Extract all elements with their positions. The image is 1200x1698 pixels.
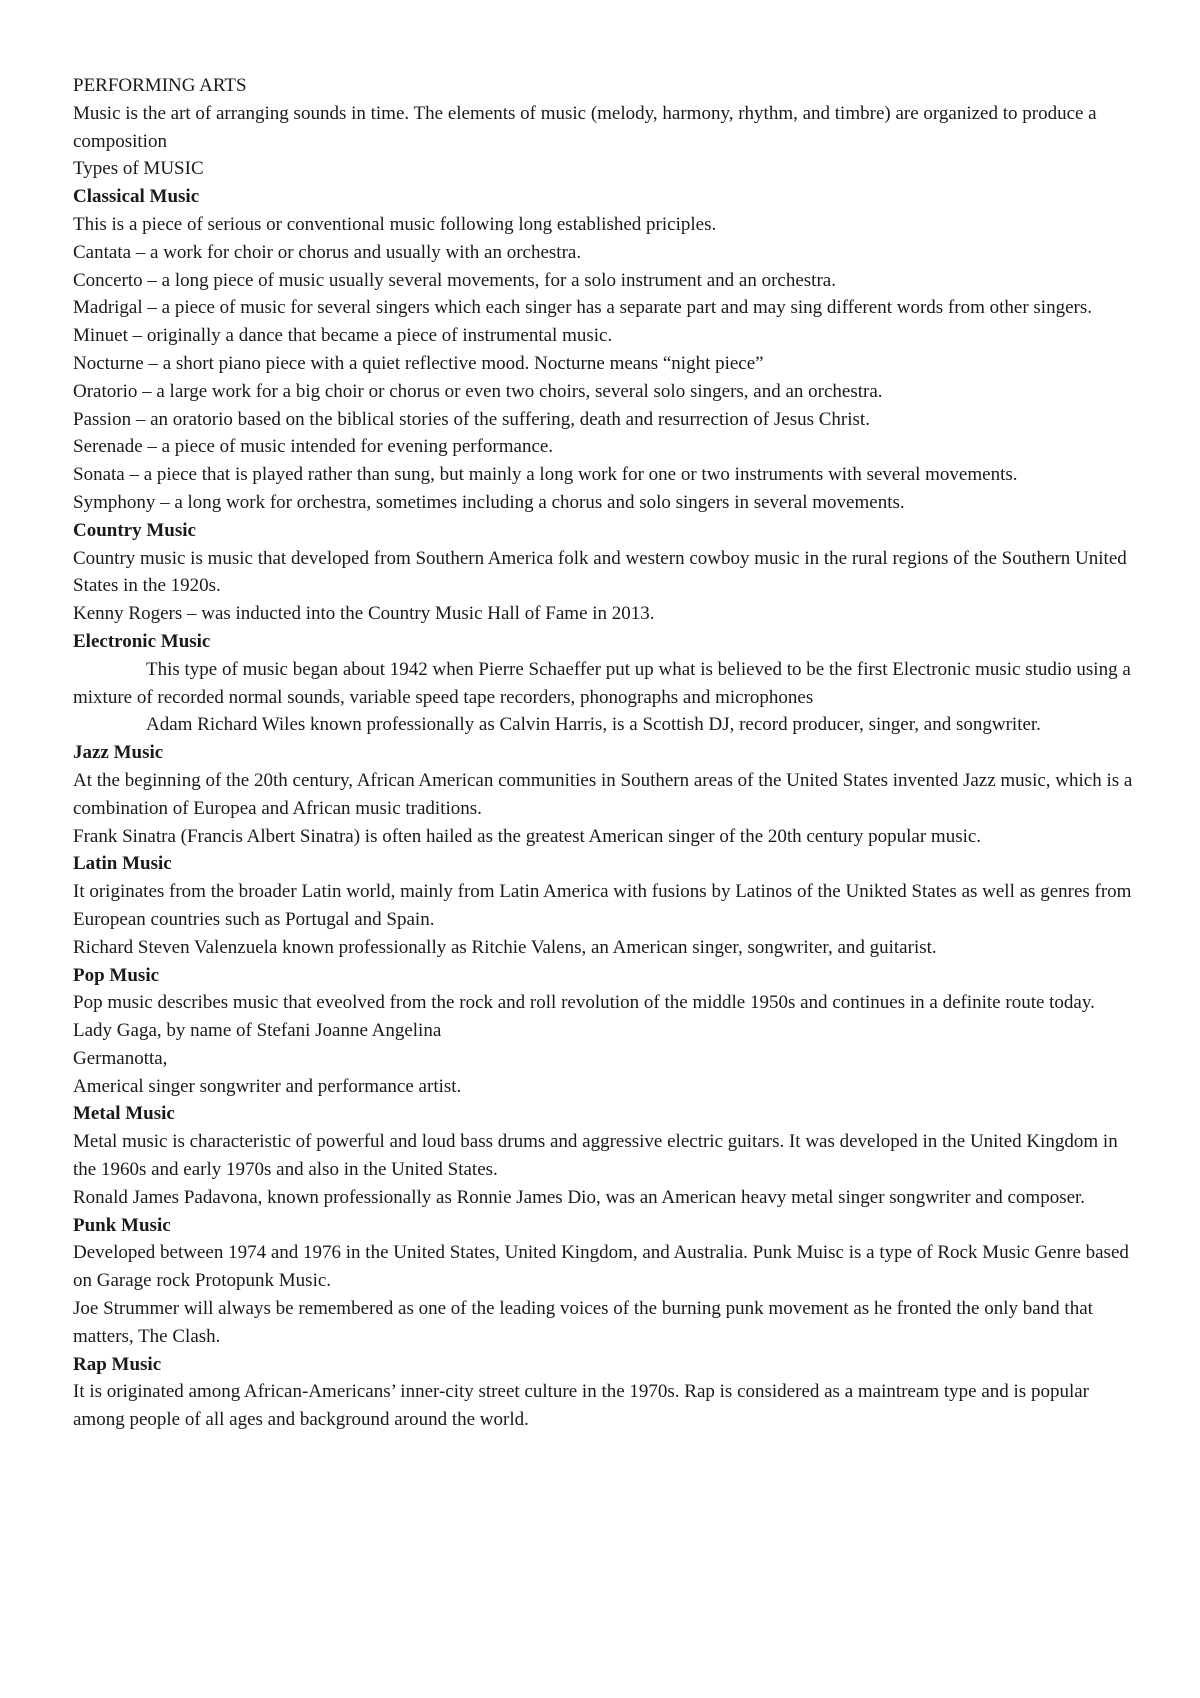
paragraph: Oratorio – a large work for a big choir or chorus or even two choirs, several solo singers, and an orchestra. [73,380,883,402]
paragraph: Developed between 1974 and 1976 in the United States, United Kingdom, and Australia. Punk Muisc is a type of Rock Music Genre based on Garage rock Protopunk Music. [73,1242,1129,1292]
paragraph: Frank Sinatra (Francis Albert Sinatra) is often hailed as the greatest American singer of the 20th century popular music. [73,825,982,847]
paragraph: Sonata – a piece that is played rather than sung, but mainly a long work for one or two instruments with several movements. [73,464,1018,486]
paragraph: Serenade – a piece of music intended for evening performance. [73,436,554,458]
document-title: PERFORMING ARTS [73,75,247,96]
paragraph: Cantata – a work for choir or chorus and usually with an orchestra. [73,241,582,263]
document-page [73,72,1143,1434]
paragraph: Pop music describes music that eveolved from the rock and roll revolution of the middle 1950s and continues in a definite route today. [73,992,1095,1014]
paragraph: At the beginning of the 20th century, African American communities in Southern areas of the United States invented Jazz music, which is a combination of Europea and African music traditions. [73,769,1133,819]
section-heading-punk: Punk Music [73,1214,171,1236]
paragraph: Madrigal – a piece of music for several singers which each singer has a separate part and may sing different words from other singers. [73,297,1092,319]
paragraph: Americal singer songwriter and performance artist. [73,1075,462,1097]
paragraph: Ronald James Padavona, known professionally as Ronnie James Dio, was an American heavy metal singer songwriter and composer. [73,1186,1086,1208]
paragraph: Germanotta, [73,1047,168,1069]
paragraph: Nocturne – a short piano piece with a quiet reflective mood. Nocturne means “night piece” [73,352,764,374]
section-heading-pop: Pop Music [73,964,160,986]
intro-paragraph: Music is the art of arranging sounds in time. The elements of music (melody, harmony, rhythm, and timbre) are organized to produce a composition [73,102,1097,152]
paragraph: Kenny Rogers – was inducted into the Country Music Hall of Fame in 2013. [73,603,655,625]
paragraph: This is a piece of serious or conventional music following long established priciples. [73,213,717,235]
paragraph: Symphony – a long work for orchestra, sometimes including a chorus and solo singers in several movements. [73,491,905,513]
paragraph: Metal music is characteristic of powerful and loud bass drums and aggressive electric guitars. It was developed in the United Kingdom in the 1960s and early 1970s and also in the United States. [73,1131,1118,1181]
paragraph: It is originated among African-Americans’ inner-city street culture in the 1970s. Rap is considered as a maintream type and is popular among people of all ages and background around the world. [73,1381,1089,1431]
paragraph: Lady Gaga, by name of Stefani Joanne Angelina [73,1020,442,1042]
section-heading-classical: Classical Music [73,186,200,208]
section-heading-country: Country Music [73,519,196,541]
paragraph: Concerto – a long piece of music usually several movements, for a solo instrument and an orchestra. [73,269,836,291]
section-heading-electronic: Electronic Music [73,630,211,652]
section-heading-rap: Rap Music [73,1353,162,1375]
paragraph: Richard Steven Valenzuela known professionally as Ritchie Valens, an American singer, songwriter, and guitarist. [73,936,937,958]
paragraph: This type of music began about 1942 when Pierre Schaeffer put up what is believed to be the first Electronic music studio using a mixture of recorded normal sounds, variable speed tape recorders, phonographs and microphones [73,658,1131,708]
section-heading-metal: Metal Music [73,1103,175,1125]
paragraph: Adam Richard Wiles known professionally as Calvin Harris, is a Scottish DJ, record producer, singer, and songwriter. [146,714,1041,736]
paragraph: It originates from the broader Latin world, mainly from Latin America with fusions by Latinos of the Unikted States as well as genres from European countries such as Portugal and Spain. [73,881,1132,930]
paragraph: Passion – an oratorio based on the biblical stories of the suffering, death and resurrection of Jesus Christ. [73,408,870,430]
paragraph: Minuet – originally a dance that became a piece of instrumental music. [73,325,613,347]
paragraph: Joe Strummer will always be remembered as one of the leading voices of the burning punk movement as he fronted the only band that matters, The Clash. [73,1298,1093,1347]
paragraph: Country music is music that developed from Southern America folk and western cowboy music in the rural regions of the Southern United States in the 1920s. [73,547,1127,597]
types-heading: Types of MUSIC [73,158,204,180]
section-heading-latin: Latin Music [73,853,172,875]
section-heading-jazz: Jazz Music [73,742,164,764]
